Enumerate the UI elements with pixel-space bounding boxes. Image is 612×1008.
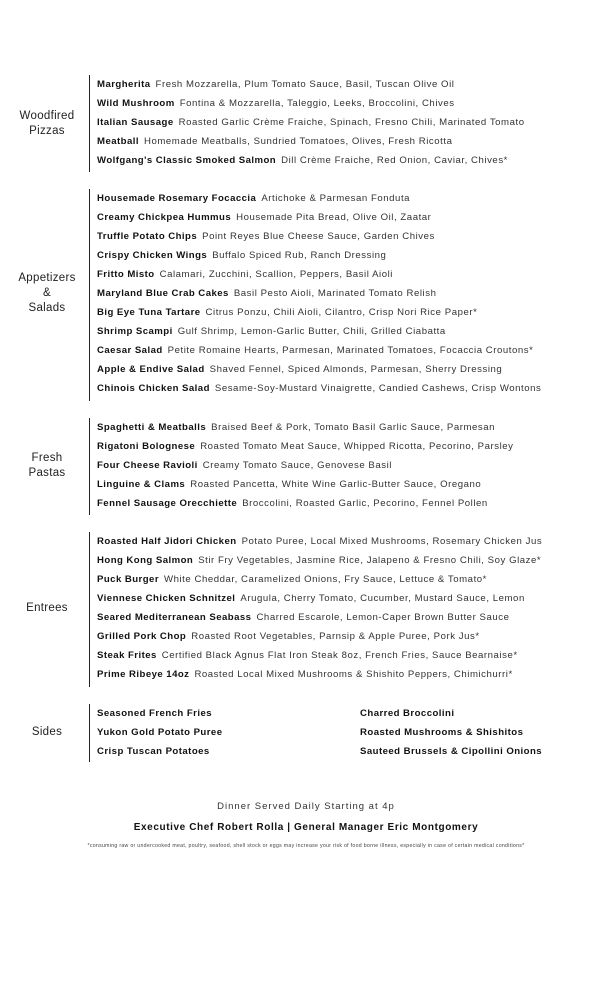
menu-item — [97, 151, 612, 170]
menu-item — [97, 665, 612, 684]
menu-item — [97, 284, 612, 303]
menu-item — [97, 627, 612, 646]
menu-item-description: Point Reyes Blue Cheese Sauce, Garden Chives — [202, 231, 435, 242]
menu-item-name: Maryland Blue Crab Cakes — [97, 288, 229, 299]
menu-item — [97, 608, 612, 627]
menu-item — [97, 303, 612, 322]
menu-item — [97, 456, 612, 475]
section-label — [14, 451, 80, 481]
menu-item-name: Puck Burger — [97, 574, 159, 585]
menu-item-list — [97, 75, 612, 170]
section-divider — [89, 704, 90, 762]
section-label-line: Pizzas — [29, 125, 65, 137]
menu-item-name: Meatball — [97, 136, 139, 147]
section-label-line: Appetizers — [18, 272, 76, 284]
menu-item-description: Artichoke & Parmesan Fonduta — [261, 193, 411, 204]
menu-item-description: Sesame-Soy-Mustard Vinaigrette, Candied Cashews, Crisp Wontons — [214, 383, 542, 394]
menu-item-description: Calamari, Zucchini, Scallion, Peppers, Basil Aioli — [159, 269, 393, 280]
menu-item-name: Four Cheese Ravioli — [97, 460, 198, 471]
section-appetizers-salads — [0, 189, 612, 404]
menu-item-description: Buffalo Spiced Rub, Ranch Dressing — [212, 250, 387, 261]
sides-column-right — [360, 704, 542, 761]
menu-item-name: Chinois Chicken Salad — [97, 383, 210, 394]
menu-item-name: Margherita — [97, 79, 151, 90]
menu-item-name: Big Eye Tuna Tartare — [97, 307, 201, 318]
menu-item — [97, 570, 612, 589]
menu-item-description: Basil Pesto Aioli, Marinated Tomato Relish — [233, 288, 437, 299]
food-safety-disclaimer: *consuming raw or undercooked meat, poultry, seafood, shell stock or eggs may increase your risk of food borne illness, especially in case of certain medical conditions* — [87, 843, 525, 849]
menu-item-description: Fresh Mozzarella, Plum Tomato Sauce, Basil, Tuscan Olive Oil — [155, 79, 455, 90]
menu-item-name: Viennese Chicken Schnitzel — [97, 593, 236, 604]
menu-item-name: Fritto Misto — [97, 269, 155, 280]
section-label-line: Salads — [28, 302, 66, 314]
menu-item — [97, 94, 612, 113]
menu-item — [97, 437, 612, 456]
section-fresh-pastas — [0, 418, 612, 518]
menu-item-name: Shrimp Scampi — [97, 326, 173, 337]
menu-item — [97, 265, 612, 284]
menu-item-name: Rigatoni Bolognese — [97, 441, 196, 452]
menu-item-name: Apple & Endive Salad — [97, 364, 205, 375]
menu-item — [97, 208, 612, 227]
menu-item-name: Caesar Salad — [97, 345, 163, 356]
section-divider — [89, 75, 90, 172]
sides-column-left — [97, 704, 223, 761]
menu-item — [97, 322, 612, 341]
menu-item-name: Creamy Chickpea Hummus — [97, 212, 232, 223]
menu-item-description: Roasted Tomato Meat Sauce, Whipped Ricotta, Pecorino, Parsley — [200, 441, 514, 452]
menu-item-description: Charred Escarole, Lemon-Caper Brown Butter Sauce — [256, 612, 510, 623]
menu-item-description: Petite Romaine Hearts, Parmesan, Marinated Tomatoes, Focaccia Croutons* — [167, 345, 534, 356]
section-label — [14, 109, 80, 139]
menu-item-description: Citrus Ponzu, Chili Aioli, Cilantro, Crisp Nori Rice Paper* — [205, 307, 478, 318]
menu-item-description: White Cheddar, Caramelized Onions, Fry Sauce, Lettuce & Tomato* — [164, 574, 487, 585]
menu-item-name: Housemade Rosemary Focaccia — [97, 193, 257, 204]
menu-item — [97, 475, 612, 494]
section-woodfired-pizzas — [0, 75, 612, 175]
section-label-line: Pastas — [28, 467, 66, 479]
menu-item-name: Prime Ribeye 14oz — [97, 669, 190, 680]
menu-item-description: Creamy Tomato Sauce, Genovese Basil — [202, 460, 392, 471]
menu-item-description: Certified Black Agnus Flat Iron Steak 8oz, French Fries, Sauce Bearnaise* — [161, 650, 518, 661]
menu-item — [97, 113, 612, 132]
menu-item — [97, 418, 612, 437]
side-item: Sauteed Brussels & Cipollini Onions — [360, 746, 543, 757]
menu-item — [97, 589, 612, 608]
section-label-line: & — [43, 287, 51, 299]
menu-item-name: Roasted Half Jidori Chicken — [97, 536, 237, 547]
menu-item — [97, 132, 612, 151]
section-divider — [89, 418, 90, 515]
staff-credits: Executive Chef Robert Rolla | General Manager Eric Montgomery — [133, 822, 479, 833]
menu-item-name: Grilled Pork Chop — [97, 631, 187, 642]
section-label-line: Fresh — [31, 452, 63, 464]
menu-item-list — [97, 418, 612, 513]
menu-item-description: Gulf Shrimp, Lemon-Garlic Butter, Chili, Grilled Ciabatta — [177, 326, 446, 337]
side-item: Seasoned French Fries — [97, 708, 213, 719]
menu-item-description: Homemade Meatballs, Sundried Tomatoes, Olives, Fresh Ricotta — [143, 136, 453, 147]
menu-item-description: Roasted Local Mixed Mushrooms & Shishito Peppers, Chimichurri* — [194, 669, 513, 680]
menu-item-description: Roasted Root Vegetables, Parnsip & Apple Puree, Pork Jus* — [191, 631, 480, 642]
side-item: Roasted Mushrooms & Shishitos — [360, 727, 524, 738]
menu-item-name: Wolfgang's Classic Smoked Salmon — [97, 155, 277, 166]
menu-item-description: Arugula, Cherry Tomato, Cucumber, Mustard Sauce, Lemon — [240, 593, 525, 604]
section-divider — [89, 532, 90, 687]
menu-item-description: Housemade Pita Bread, Olive Oil, Zaatar — [236, 212, 432, 223]
dinner-hours: Dinner Served Daily Starting at 4p — [217, 801, 395, 812]
section-label — [14, 601, 80, 616]
menu-item — [97, 341, 612, 360]
menu-item-description: Fontina & Mozzarella, Taleggio, Leeks, Broccolini, Chives — [179, 98, 455, 109]
menu-item-name: Wild Mushroom — [97, 98, 175, 109]
menu-item — [97, 189, 612, 208]
section-label — [14, 271, 80, 316]
section-divider — [89, 189, 90, 401]
side-item: Yukon Gold Potato Puree — [97, 727, 223, 738]
menu-item — [97, 379, 612, 398]
menu-item — [97, 75, 612, 94]
menu-item-description: Stir Fry Vegetables, Jasmine Rice, Jalapeno & Fresno Chili, Soy Glaze* — [198, 555, 542, 566]
menu-item-description: Roasted Pancetta, White Wine Garlic-Butter Sauce, Oregano — [190, 479, 482, 490]
section-label-line: Entrees — [26, 602, 68, 614]
menu-item — [97, 246, 612, 265]
menu-item-description: Braised Beef & Pork, Tomato Basil Garlic Sauce, Parmesan — [211, 422, 496, 433]
section-label: Sides — [31, 726, 63, 738]
menu-item — [97, 360, 612, 379]
menu-item-name: Fennel Sausage Orecchiette — [97, 498, 238, 509]
menu-item-name: Italian Sausage — [97, 117, 174, 128]
menu-item — [97, 227, 612, 246]
menu-item-list — [97, 189, 612, 398]
menu-item-name: Steak Frites — [97, 650, 157, 661]
menu-item-description: Dill Crème Fraiche, Red Onion, Caviar, Chives* — [281, 155, 508, 166]
menu-item — [97, 646, 612, 665]
section-sides — [0, 704, 612, 766]
menu-item-list — [97, 532, 612, 684]
menu-item — [97, 532, 612, 551]
menu-item-description: Shaved Fennel, Spiced Almonds, Parmesan, Sherry Dressing — [209, 364, 503, 375]
menu-item-name: Spaghetti & Meatballs — [97, 422, 207, 433]
menu-item-name: Truffle Potato Chips — [97, 231, 198, 242]
menu-item-name: Seared Mediterranean Seabass — [97, 612, 252, 623]
menu-item — [97, 494, 612, 513]
side-item: Crisp Tuscan Potatoes — [97, 746, 210, 757]
side-item: Charred Broccolini — [360, 708, 455, 719]
menu-item-description: Broccolini, Roasted Garlic, Pecorino, Fennel Pollen — [242, 498, 488, 509]
section-label-line: Woodfired — [19, 110, 75, 122]
menu-item-name: Hong Kong Salmon — [97, 555, 194, 566]
section-entrees — [0, 532, 612, 690]
menu-item-description: Potato Puree, Local Mixed Mushrooms, Rosemary Chicken Jus — [241, 536, 543, 547]
menu-item-name: Linguine & Clams — [97, 479, 186, 490]
menu-item — [97, 551, 612, 570]
menu-item-name: Crispy Chicken Wings — [97, 250, 208, 261]
menu-item-description: Roasted Garlic Crème Fraiche, Spinach, Fresno Chili, Marinated Tomato — [178, 117, 525, 128]
